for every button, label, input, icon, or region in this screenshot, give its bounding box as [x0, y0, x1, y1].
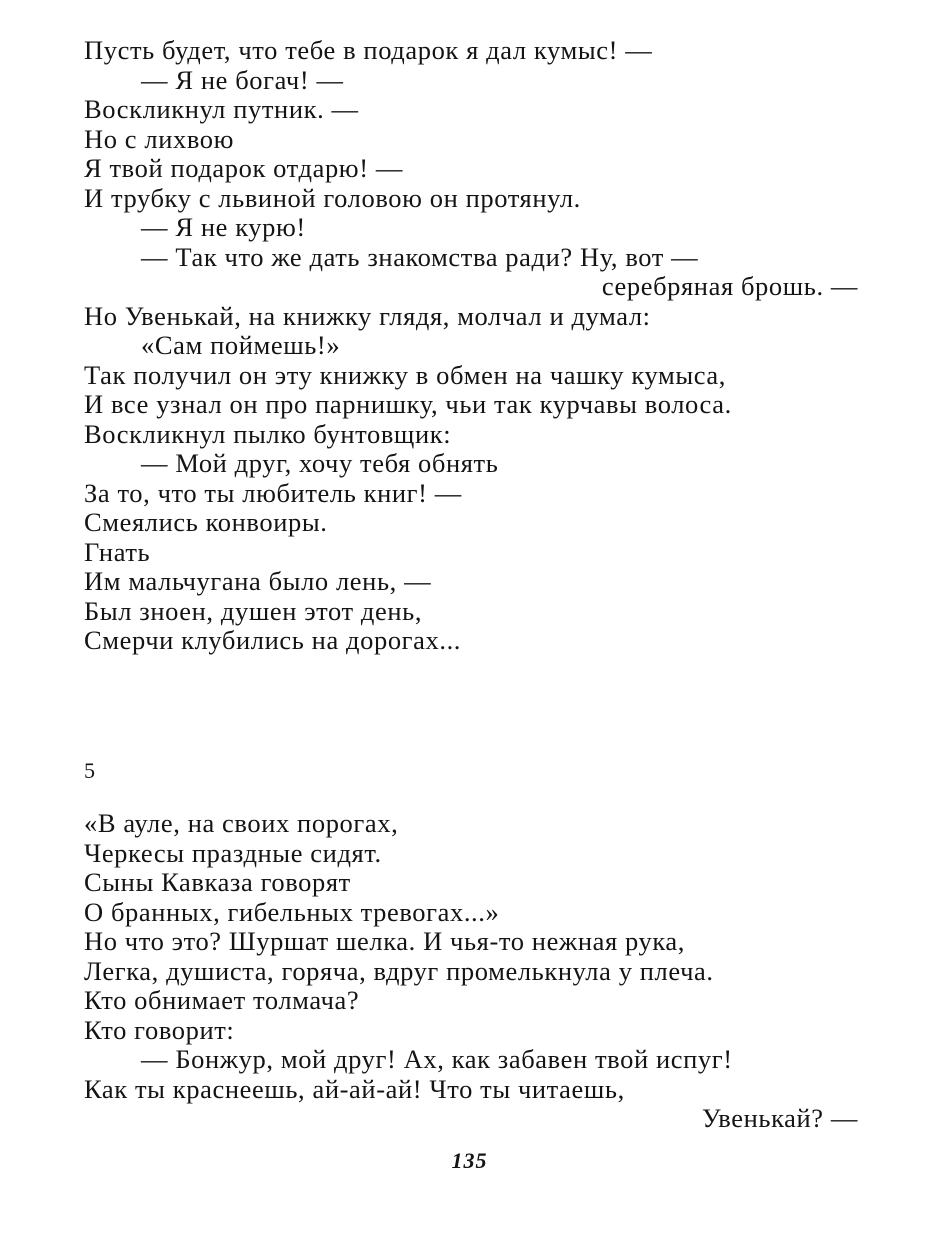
poem-line: Но что это? Шуршат шелка. И чья-то нежная рука, — [84, 926, 686, 956]
poem-line: И трубку с львиной головою он протянул. — [84, 182, 581, 213]
poem-line: Воскликнул пылко бунтовщик: — [84, 418, 452, 449]
poem-line: «В ауле, на своих порогах, — [84, 808, 399, 838]
poem-line: Смерчи клубились на дорогах... — [84, 625, 462, 655]
poem-line: — Я не курю! — [141, 212, 306, 242]
poem-line: Но с лихвою — [84, 123, 235, 154]
poem-stanza-2 — [84, 809, 874, 1134]
poem-line: Сыны Кавказа говорят — [84, 867, 351, 897]
poem-line: Но Увенькай, на книжку глядя, молчал и думал: — [84, 300, 651, 331]
poem-line: Кто обнимает толмача? — [84, 985, 360, 1015]
poem-line: Увенькай? — — [701, 1103, 858, 1133]
section-number: 5 — [84, 758, 95, 783]
poem-line: — Мой друг, хочу тебя обнять — [141, 448, 499, 478]
page-number: 135 — [451, 1148, 488, 1173]
poem-line: Как ты краснеешь, ай-ай-ай! Что ты читаешь, — [84, 1073, 625, 1104]
poem-line: Пусть будет, что тебе в подарок я дал кумыс! — — [84, 35, 653, 65]
poem-stanza-1 — [84, 36, 874, 656]
poem-line: Я твой подарок отдарю! — — [84, 153, 403, 183]
poem-line: О бранных, гибельных тревогах...» — [84, 896, 500, 927]
poem-line: Воскликнул путник. — — [84, 94, 359, 124]
poem-line: — Бонжур, мой друг! Ах, как забавен твой испуг! — [141, 1044, 733, 1074]
poem-line: Кто говорит: — [84, 1014, 235, 1045]
poem-line: Черкесы праздные сидят. — [84, 837, 382, 868]
poem-line: Был зноен, душен этот день, — [84, 595, 423, 626]
poem-line: — Я не богач! — — [141, 64, 344, 95]
poem-line: И все узнал он про парнишку, чьи так курчавы волоса. — [84, 389, 732, 419]
poem-line: «Сам поймешь!» — [141, 330, 341, 360]
poem-line: Легка, душиста, горяча, вдруг промелькнула у плеча. — [84, 955, 714, 986]
poem-line: Им мальчугана было лень, — — [84, 566, 432, 596]
poem-line: серебряная брошь. — — [601, 271, 858, 301]
poem-line: Смеялись конвоиры. — [84, 507, 328, 537]
poem-line: — Так что же дать знакомства ради? Ну, вот — — [141, 241, 699, 272]
poem-line: Так получил он эту книжку в обмен на чашку кумыса, — [84, 359, 726, 390]
poem-line: Гнать — [84, 536, 151, 567]
poem-line: За то, что ты любитель книг! — — [84, 477, 462, 508]
